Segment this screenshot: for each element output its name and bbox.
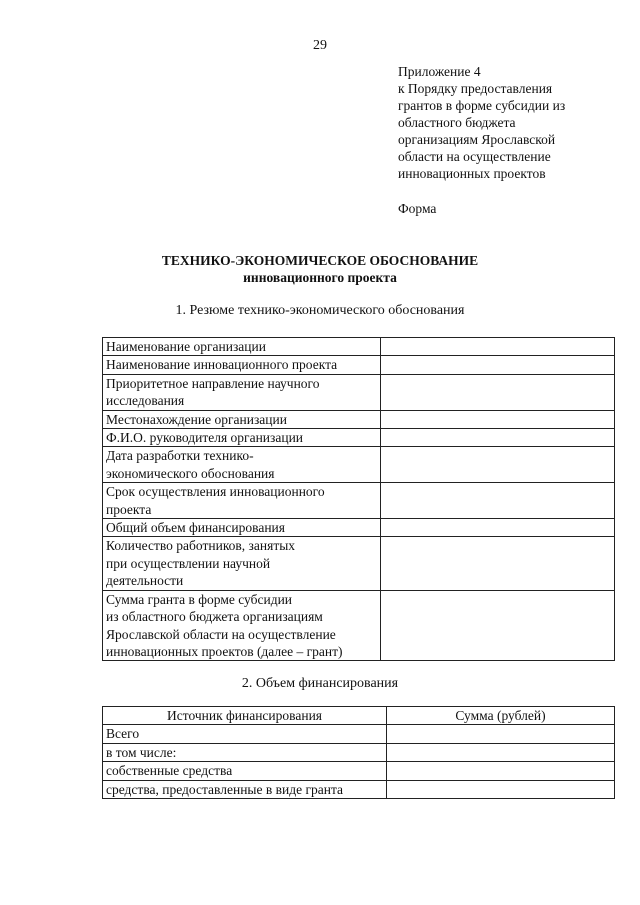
funding-source-cell: Всего [103, 725, 387, 743]
funding-source-cell: в том числе: [103, 743, 387, 761]
summary-value-cell[interactable] [381, 519, 615, 537]
funding-source-cell: средства, предоставленные в виде гранта [103, 780, 387, 798]
table-row [103, 762, 615, 780]
cell-line: инновационных проектов (далее – грант) [106, 643, 343, 659]
cell-line: из областного бюджета организациям [106, 609, 323, 625]
summary-label-cell [103, 519, 381, 537]
table-header-row [103, 707, 615, 725]
funding-source-cell: собственные средства [103, 762, 387, 780]
table-row [103, 590, 615, 661]
section-1-heading: 1. Резюме технико-экономического обоснования [175, 303, 465, 318]
appendix-line: грантов в форме субсидии из [398, 98, 566, 113]
cell-line: Наименование инновационного проекта [106, 357, 338, 373]
column-header-source: Источник финансирования [103, 707, 387, 725]
section-2-heading: 2. Объем финансирования [241, 676, 399, 691]
table-row [103, 743, 615, 761]
table-row [103, 725, 615, 743]
cell-line: Сумма гранта в форме субсидии [106, 591, 293, 607]
appendix-line: организациям Ярославской [398, 132, 556, 147]
summary-label-cell [103, 429, 381, 447]
summary-label-cell [103, 537, 381, 590]
cell-line: Наименование организации [106, 339, 266, 354]
funding-table [102, 706, 615, 799]
column-header-amount: Сумма (рублей) [387, 707, 615, 725]
cell-line: экономического обоснования [106, 465, 275, 481]
summary-value-cell[interactable] [381, 537, 615, 590]
cell-line: проекта [106, 501, 152, 517]
summary-label-cell [103, 356, 381, 374]
table-row [103, 483, 615, 519]
appendix-line: Приложение 4 [398, 64, 481, 79]
document-subtitle: инновационного проекта [243, 270, 397, 285]
summary-label-cell [103, 590, 381, 661]
funding-amount-cell[interactable] [387, 743, 615, 761]
appendix-line: инновационных проектов [398, 166, 546, 181]
cell-line: Количество работников, занятых [106, 538, 296, 554]
document-title: ТЕХНИКО-ЭКОНОМИЧЕСКОЕ ОБОСНОВАНИЕ [161, 253, 479, 268]
summary-label-cell [103, 338, 381, 356]
summary-label-cell [103, 483, 381, 519]
table-row [103, 356, 615, 374]
summary-value-cell[interactable] [381, 590, 615, 661]
summary-table [102, 337, 615, 661]
table-row [103, 447, 615, 483]
funding-amount-cell[interactable] [387, 780, 615, 798]
cell-line: Дата разработки технико- [106, 448, 254, 464]
appendix-line: области на осуществление [398, 149, 551, 164]
summary-value-cell[interactable] [381, 356, 615, 374]
summary-value-cell[interactable] [381, 338, 615, 356]
summary-label-cell [103, 374, 381, 410]
form-label: Форма [398, 201, 437, 216]
cell-line: деятельности [106, 573, 184, 589]
cell-line: Местонахождение организации [106, 411, 287, 427]
table-row [103, 374, 615, 410]
table-row [103, 429, 615, 447]
summary-value-cell[interactable] [381, 483, 615, 519]
summary-label-cell [103, 447, 381, 483]
cell-line: исследования [106, 393, 185, 409]
summary-value-cell[interactable] [381, 429, 615, 447]
cell-line: Ф.И.О. руководителя организации [106, 430, 304, 446]
appendix-note [398, 63, 628, 182]
cell-line: при осуществлении научной [106, 555, 271, 571]
summary-value-cell[interactable] [381, 410, 615, 428]
appendix-line: к Порядку предоставления [398, 81, 553, 96]
table-row [103, 519, 615, 537]
cell-line: Срок осуществления инновационного [106, 484, 325, 500]
table-row [103, 338, 615, 356]
cell-line: Общий объем финансирования [106, 520, 285, 536]
table-row [103, 537, 615, 590]
summary-label-cell [103, 410, 381, 428]
table-row [103, 780, 615, 798]
summary-value-cell[interactable] [381, 447, 615, 483]
page-number: 29 [313, 38, 327, 53]
table-row [103, 410, 615, 428]
summary-value-cell[interactable] [381, 374, 615, 410]
cell-line: Приоритетное направление научного [106, 375, 320, 391]
appendix-line: областного бюджета [398, 115, 516, 130]
funding-amount-cell[interactable] [387, 725, 615, 743]
cell-line: Ярославской области на осуществление [106, 626, 336, 642]
funding-amount-cell[interactable] [387, 762, 615, 780]
